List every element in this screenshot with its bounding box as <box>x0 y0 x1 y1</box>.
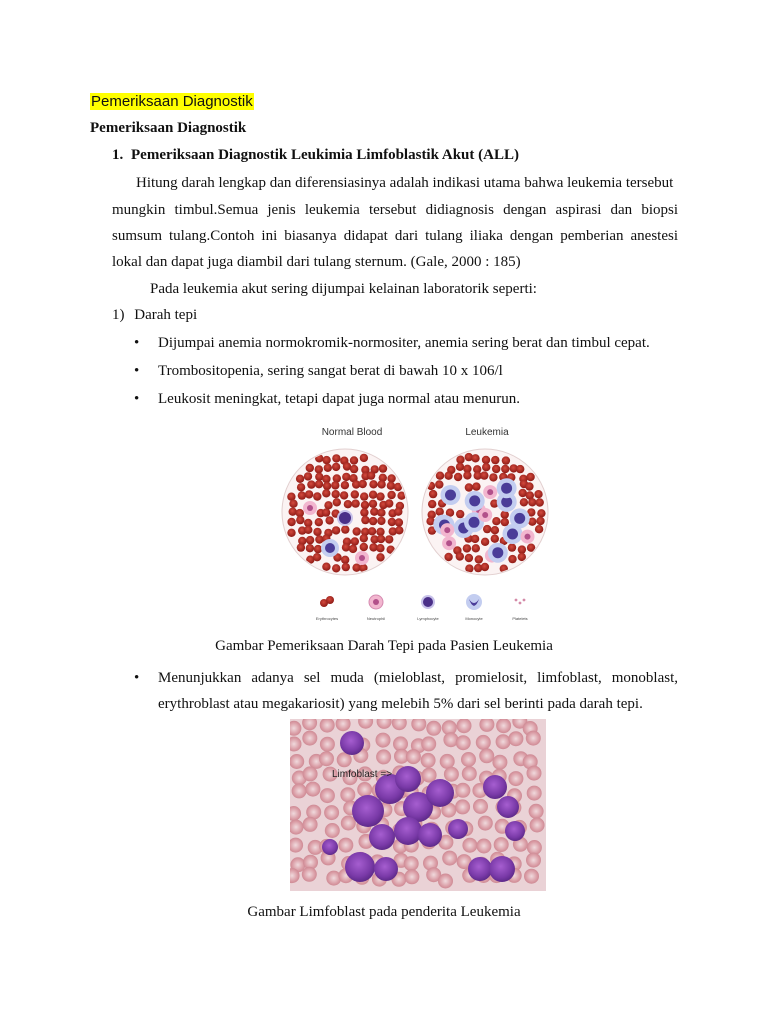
smear-red-cell <box>456 735 471 750</box>
smear-red-cell <box>462 838 477 853</box>
erythrocyte-cell <box>342 473 350 481</box>
legend-platelet-icon <box>523 599 526 602</box>
monocyte-nucleus <box>492 547 503 558</box>
smear-red-cell <box>340 787 355 802</box>
erythrocyte-cell <box>377 509 385 517</box>
smear-blast-cell <box>340 731 364 755</box>
smear-blast-cell <box>489 856 515 882</box>
smear-blast-cell <box>345 852 375 882</box>
paragraph-2: Pada leukemia akut sering dijumpai kelainan laboratorik seperti: <box>150 281 537 297</box>
erythrocyte-cell <box>313 553 321 561</box>
legend-label: Lymphocyte <box>417 616 439 621</box>
erythrocyte-cell <box>325 516 333 524</box>
erythrocyte-cell <box>387 474 395 482</box>
limfoblast-label: Limfoblast => <box>332 769 393 780</box>
erythrocyte-cell <box>360 454 368 462</box>
erythrocyte-cell <box>385 499 393 507</box>
smear-red-cell <box>492 755 507 770</box>
smear-red-cell <box>376 733 391 748</box>
erythrocyte-cell <box>323 482 331 490</box>
erythrocyte-cell <box>376 528 384 536</box>
erythrocyte-cell <box>508 555 516 563</box>
erythrocyte-cell <box>463 544 471 552</box>
erythrocyte-cell <box>369 480 377 488</box>
sublist-number: 1) <box>112 307 125 323</box>
erythrocyte-cell <box>376 553 384 561</box>
smear-red-cell <box>404 869 419 884</box>
lymphocyte-nucleus <box>339 512 351 524</box>
erythrocyte-cell <box>332 490 340 498</box>
neutrophil-nucleus <box>307 505 313 511</box>
erythrocyte-cell <box>385 535 393 543</box>
legend-label: Platelets <box>512 616 528 621</box>
erythrocyte-cell <box>436 472 444 480</box>
erythrocyte-cell <box>482 456 490 464</box>
erythrocyte-cell <box>315 473 323 481</box>
erythrocyte-cell <box>332 526 340 534</box>
erythrocyte-cell <box>481 563 489 571</box>
erythrocyte-cell <box>456 463 464 471</box>
erythrocyte-cell <box>341 556 349 564</box>
erythrocyte-cell <box>332 564 340 572</box>
erythrocyte-cell <box>454 473 462 481</box>
erythrocyte-cell <box>394 508 402 516</box>
erythrocyte-cell <box>333 498 341 506</box>
smear-blast-cell <box>369 824 395 850</box>
smear-red-cell <box>376 749 391 764</box>
highlighted-title: Pemeriksaan Diagnostik <box>91 93 253 110</box>
smear-red-cell <box>530 818 545 833</box>
erythrocyte-cell <box>480 471 488 479</box>
sublist-label: Darah tepi <box>134 307 198 323</box>
erythrocyte-cell <box>456 510 464 518</box>
smear-red-cell <box>303 817 318 832</box>
bullet-item: Trombositopenia, sering sangat berat di bawah 10 x 106/l <box>158 363 503 379</box>
legend-label: Monocyte <box>465 616 483 621</box>
erythrocyte-cell <box>351 537 359 545</box>
erythrocyte-cell <box>350 465 358 473</box>
erythrocyte-cell <box>296 475 304 483</box>
figure-2-caption: Gambar Limfoblast pada penderita Leukemia <box>247 904 521 920</box>
figure-1-caption: Gambar Pemeriksaan Darah Tepi pada Pasien Leukemia <box>215 638 553 654</box>
smear-red-cell <box>302 867 317 882</box>
smear-red-cell <box>357 782 372 797</box>
smear-blast-cell <box>448 819 468 839</box>
erythrocyte-cell <box>304 526 312 534</box>
erythrocyte-cell <box>491 526 499 534</box>
smear-red-cell <box>529 804 544 819</box>
neutrophil-nucleus <box>359 555 365 561</box>
erythrocyte-cell <box>342 563 350 571</box>
erythrocyte-cell <box>475 555 483 563</box>
paragraph-line: lokal dan dapat juga diambil dari tulang sternum. (Gale, 2000 : 185) <box>112 254 521 270</box>
erythrocyte-cell <box>353 527 361 535</box>
legend-platelet-icon <box>515 599 518 602</box>
erythrocyte-cell <box>534 490 542 498</box>
smear-red-cell <box>444 767 459 782</box>
smear-red-cell <box>440 754 455 769</box>
smear-red-cell <box>462 766 477 781</box>
smear-red-cell <box>442 851 457 866</box>
smear-red-cell <box>461 752 476 767</box>
smear-blast-cell <box>483 775 507 799</box>
erythrocyte-cell <box>368 527 376 535</box>
erythrocyte-cell <box>351 490 359 498</box>
erythrocyte-cell <box>313 492 321 500</box>
bullet-dot: • <box>134 363 140 379</box>
bullet-item: Leukosit meningkat, tetapi dapat juga normal atau menurun. <box>158 391 520 407</box>
erythrocyte-cell <box>376 544 384 552</box>
monocyte-nucleus <box>469 495 480 506</box>
smear-red-cell <box>526 731 541 746</box>
erythrocyte-cell <box>481 538 489 546</box>
erythrocyte-cell <box>289 508 297 516</box>
erythrocyte-cell <box>297 483 305 491</box>
erythrocyte-cell <box>492 465 500 473</box>
erythrocyte-cell <box>369 500 377 508</box>
erythrocyte-cell <box>298 491 306 499</box>
erythrocyte-cell <box>456 552 464 560</box>
erythrocyte-cell <box>344 500 352 508</box>
erythrocyte-cell <box>360 508 368 516</box>
bullet-item-line: Menunjukkan adanya sel muda (mieloblast, promielosit, limfoblast, monoblast, <box>158 670 678 686</box>
erythrocyte-cell <box>471 454 479 462</box>
paragraph-line: sumsum tulang.Contoh ini biasanya didapat dari tulang iliaka dengan pemberian anestesi <box>112 228 678 244</box>
neutrophil-nucleus <box>525 534 531 540</box>
smear-red-cell <box>325 823 340 838</box>
erythrocyte-cell <box>361 501 369 509</box>
erythrocyte-cell <box>444 472 452 480</box>
erythrocyte-cell <box>395 518 403 526</box>
erythrocyte-cell <box>331 481 339 489</box>
neutrophil-nucleus <box>446 540 452 546</box>
erythrocyte-cell <box>361 516 369 524</box>
erythrocyte-cell <box>332 463 340 471</box>
smear-red-cell <box>526 853 541 868</box>
neutrophil-nucleus <box>482 512 488 518</box>
erythrocyte-cell <box>489 473 497 481</box>
erythrocyte-cell <box>304 472 312 480</box>
smear-blast-cell <box>505 821 525 841</box>
figure-label-normal-blood: Normal Blood <box>321 427 383 438</box>
smear-blast-cell <box>418 823 442 847</box>
smear-red-cell <box>455 799 470 814</box>
erythrocyte-cell <box>528 498 536 506</box>
erythrocyte-cell <box>435 480 443 488</box>
smear-blast-cell <box>322 839 338 855</box>
bullet-item: Dijumpai anemia normokromik-normositer, anemia sering berat dan timbul cepat. <box>158 335 650 351</box>
erythrocyte-cell <box>516 465 524 473</box>
erythrocyte-cell <box>333 474 341 482</box>
neutrophil-nucleus <box>487 489 493 495</box>
smear-red-cell <box>438 874 453 889</box>
erythrocyte-cell <box>526 473 534 481</box>
smear-red-cell <box>319 751 334 766</box>
erythrocyte-cell <box>428 500 436 508</box>
smear-red-cell <box>338 838 353 853</box>
erythrocyte-cell <box>535 525 543 533</box>
erythrocyte-cell <box>341 481 349 489</box>
erythrocyte-cell <box>306 536 314 544</box>
erythrocyte-cell <box>377 535 385 543</box>
erythrocyte-cell <box>465 483 473 491</box>
erythrocyte-cell <box>429 490 437 498</box>
smear-red-cell <box>527 766 542 781</box>
legend-neutrophil-icon <box>373 599 379 605</box>
erythrocyte-cell <box>367 471 375 479</box>
erythrocyte-cell <box>377 517 385 525</box>
erythrocyte-cell <box>351 499 359 507</box>
smear-red-cell <box>476 735 491 750</box>
figure-legend <box>316 594 528 621</box>
smear-red-cell <box>508 771 523 786</box>
erythrocyte-cell <box>471 535 479 543</box>
erythrocyte-cell <box>483 525 491 533</box>
monocyte-nucleus <box>507 529 518 540</box>
erythrocyte-cell <box>463 471 471 479</box>
bullet-dot: • <box>134 670 140 686</box>
erythrocyte-cell <box>387 491 395 499</box>
legend-platelet-icon <box>519 602 522 605</box>
bullet-dot: • <box>134 391 140 407</box>
erythrocyte-cell <box>322 489 330 497</box>
section-title-text: Pemeriksaan Diagnostik Leukimia Limfoblastik Akut (ALL) <box>131 147 519 163</box>
erythrocyte-cell <box>472 482 480 490</box>
monocyte-nucleus <box>469 517 480 528</box>
smear-red-cell <box>406 749 421 764</box>
erythrocyte-cell <box>491 535 499 543</box>
erythrocyte-cell <box>287 529 295 537</box>
smear-blast-cell <box>426 779 454 807</box>
smear-red-cell <box>524 869 539 884</box>
legend-lymphocyte-icon <box>423 597 433 607</box>
erythrocyte-cell <box>305 490 313 498</box>
legend-monocyte-icon <box>466 594 482 610</box>
erythrocyte-cell <box>360 543 368 551</box>
erythrocyte-cell <box>306 544 314 552</box>
bullet-dot: • <box>134 335 140 351</box>
smear-red-cell <box>473 799 488 814</box>
erythrocyte-cell <box>370 508 378 516</box>
erythrocyte-cell <box>518 545 526 553</box>
smear-blast-cell <box>394 817 422 845</box>
smear-red-cell <box>324 805 339 820</box>
smear-blast-cell <box>468 857 492 881</box>
erythrocyte-cell <box>324 501 332 509</box>
neutrophil-nucleus <box>444 527 450 533</box>
bullet-item-line: erythroblast atau megakariosit) yang melebih 5% dari sel berinti pada darah tepi. <box>158 696 643 712</box>
erythrocyte-cell <box>492 517 500 525</box>
erythrocyte-cell <box>341 525 349 533</box>
smear-blast-cell <box>497 796 519 818</box>
erythrocyte-cell <box>537 509 545 517</box>
paragraph-line: mungkin timbul.Semua jenis leukemia tersebut didiagnosis dengan aspirasi dan biopsi <box>112 202 678 218</box>
erythrocyte-cell <box>395 526 403 534</box>
erythrocyte-cell <box>322 508 330 516</box>
erythrocyte-cell <box>297 543 305 551</box>
smear-red-cell <box>305 782 320 797</box>
erythrocyte-cell <box>287 518 295 526</box>
erythrocyte-cell <box>296 516 304 524</box>
section-number: 1. <box>112 147 124 163</box>
erythrocyte-cell <box>332 454 340 462</box>
erythrocyte-cell <box>315 518 323 526</box>
smear-red-cell <box>421 736 436 751</box>
erythrocyte-cell <box>501 518 509 526</box>
smear-red-cell <box>302 731 317 746</box>
erythrocyte-cell <box>315 465 323 473</box>
erythrocyte-cell <box>360 534 368 542</box>
smear-red-cell <box>508 731 523 746</box>
erythrocyte-cell <box>359 480 367 488</box>
paragraph-line: Hitung darah lengkap dan diferensiasinya adalah indikasi utama bahwa leukemia tersebut <box>136 175 674 191</box>
smear-red-cell <box>478 816 493 831</box>
smear-red-cell <box>479 748 494 763</box>
erythrocyte-cell <box>342 543 350 551</box>
erythrocyte-cell <box>379 464 387 472</box>
erythrocyte-cell <box>525 482 533 490</box>
erythrocyte-cell <box>376 492 384 500</box>
monocyte-nucleus <box>325 543 335 553</box>
erythrocyte-cell <box>289 500 297 508</box>
erythrocyte-cell <box>482 463 490 471</box>
smear-red-cell <box>320 788 335 803</box>
erythrocyte-cell <box>369 517 377 525</box>
erythrocyte-cell <box>508 543 516 551</box>
monocyte-nucleus <box>514 513 525 524</box>
erythrocyte-cell <box>472 544 480 552</box>
erythrocyte-cell <box>313 528 321 536</box>
erythrocyte-cell <box>322 456 330 464</box>
erythrocyte-cell <box>350 456 358 464</box>
legend-erythrocyte-icon <box>326 596 334 604</box>
smear-red-cell <box>404 856 419 871</box>
figure-label-leukemia: Leukemia <box>465 427 509 438</box>
erythrocyte-cell <box>536 498 544 506</box>
smear-red-cell <box>292 783 307 798</box>
erythrocyte-cell <box>360 492 368 500</box>
erythrocyte-cell <box>307 480 315 488</box>
erythrocyte-cell <box>520 498 528 506</box>
erythrocyte-cell <box>315 480 323 488</box>
erythrocyte-cell <box>340 491 348 499</box>
numbered-section-title <box>112 146 519 165</box>
limfoblast-smear-figure <box>290 719 546 891</box>
erythrocyte-cell <box>465 554 473 562</box>
monocyte-nucleus <box>501 483 512 494</box>
sublist-item <box>112 306 197 325</box>
erythrocyte-cell <box>314 545 322 553</box>
smear-blast-cell <box>352 795 384 827</box>
legend-label: Erythrocytes <box>315 616 339 621</box>
section-heading: Pemeriksaan Diagnostik <box>90 120 247 136</box>
smear-red-cell <box>494 837 509 852</box>
monocyte-nucleus <box>445 490 456 501</box>
erythrocyte-cell <box>491 456 499 464</box>
smear-blast-cell <box>374 857 398 881</box>
erythrocyte-cell <box>349 545 357 553</box>
erythrocyte-cell <box>377 480 385 488</box>
smear-red-cell <box>421 753 436 768</box>
erythrocyte-cell <box>322 563 330 571</box>
smear-blast-cell <box>395 766 421 792</box>
blood-comparison-figure <box>280 418 560 626</box>
smear-red-cell <box>320 737 335 752</box>
erythrocyte-cell <box>501 465 509 473</box>
erythrocyte-cell <box>369 491 377 499</box>
erythrocyte-cell <box>502 456 510 464</box>
smear-red-cell <box>476 839 491 854</box>
smear-red-cell <box>527 786 542 801</box>
smear-red-cell <box>426 721 441 736</box>
legend-label: Neutrophil <box>366 616 386 621</box>
smear-red-cell <box>496 734 511 749</box>
erythrocyte-cell <box>536 517 544 525</box>
erythrocyte-cell <box>387 482 395 490</box>
smear-red-cell <box>455 783 470 798</box>
erythrocyte-cell <box>306 464 314 472</box>
erythrocyte-cell <box>324 464 332 472</box>
smear-red-cell <box>303 766 318 781</box>
